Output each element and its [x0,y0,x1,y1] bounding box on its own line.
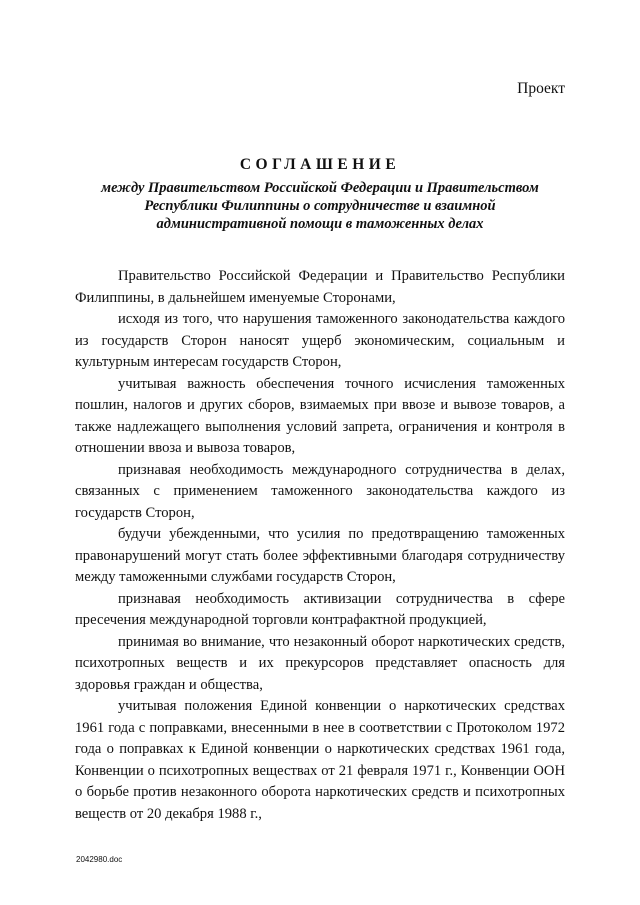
paragraph: исходя из того, что нарушения таможенного законодательства каждого из государств Сторон наносят ущерб экономическим, социальным и культурным интересам государств Сторон, [75,311,565,370]
document-subtitle: между Правительством Российской Федерации и Правительством Республики Филиппины о сотрудничестве и взаимной административной помощи в таможенных делах [101,180,539,232]
paragraph: учитывая важность обеспечения точного исчисления таможенных пошлин, налогов и других сборов, взимаемых при ввозе и вывозе товаров, а также надлежащего выполнения условий запрета, ограничения и контроля в отношении ввоза и вывоза товаров, [75,375,565,456]
paragraph: принимая во внимание, что незаконный оборот наркотических средств, психотропных веществ и их прекурсоров представляет опасность для здоровья граждан и общества, [75,633,565,693]
footer-filename: 2042980.doc [76,855,123,864]
paragraph: Правительство Российской Федерации и Правительство Республики Филиппины, в дальнейшем именуемые Сторонами, [75,268,565,306]
paragraph: признавая необходимость международного сотрудничества в делах, связанных с применением таможенного законодательства каждого из государств Сторон, [75,461,565,521]
paragraph: будучи убежденными, что усилия по предотвращению таможенных правонарушений могут стать более эффективными благодаря сотрудничеству между таможенными службами государств Сторон, [75,526,565,585]
draft-label: Проект [517,80,565,97]
document-title: СОГЛАШЕНИЕ [239,156,401,173]
paragraph: признавая необходимость активизации сотрудничества в сфере пресечения международной торговли контрафактной продукцией, [75,590,565,628]
paragraph: учитывая положения Единой конвенции о наркотических средствах 1961 года с поправками, внесенными в нее в соответствии с Протоколом 1972 года о поправках к Единой конвенции о наркотических средствах 1961 года, Конвенции о психотропных веществах от 21 февраля 1971 г., Конвенции ООН о борьбе против незаконного оборота наркотических средств и психотропных веществ от 20 декабря 1988 г., [75,698,565,822]
document-body [75,266,565,825]
